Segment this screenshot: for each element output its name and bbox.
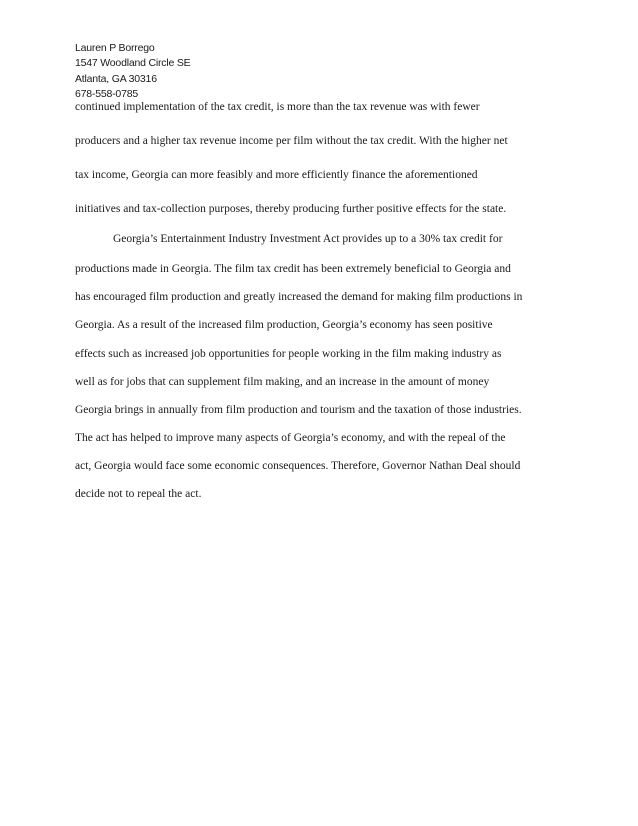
paragraph2-line: productions made in Georgia. The film tax credit has been extremely beneficial to Georgia and (75, 263, 511, 275)
paragraph2-line: Georgia brings in annually from film production and tourism and the taxation of those industries. (75, 404, 522, 416)
paragraph1-line: tax income, Georgia can more feasibly and more efficiently finance the aforementioned (75, 169, 478, 181)
paragraph2-line: act, Georgia would face some economic consequences. Therefore, Governor Nathan Deal should (75, 460, 521, 472)
paragraph2-line: The act has helped to improve many aspects of Georgia’s economy, and with the repeal of the (75, 432, 506, 444)
paragraph2-line: decide not to repeal the act. (75, 488, 202, 500)
paragraph1-line: producers and a higher tax revenue income per film without the tax credit. With the higher net (75, 135, 508, 147)
author-phone: 678-558-0785 (75, 87, 138, 100)
author-header (75, 41, 190, 102)
paragraph2-line: Georgia. As a result of the increased film production, Georgia’s economy has seen positive (75, 319, 493, 331)
author-name: Lauren P Borrego (75, 42, 155, 54)
author-city: Atlanta, GA 30316 (75, 72, 157, 85)
paragraph1-line: continued implementation of the tax credit, is more than the tax revenue was with fewer (75, 101, 480, 113)
paragraph2-line: Georgia’s Entertainment Industry Investment Act provides up to a 30% tax credit for (113, 233, 503, 245)
paragraph2-line: well as for jobs that can supplement film making, and an increase in the amount of money (75, 376, 490, 388)
paragraph1-line: initiatives and tax-collection purposes, thereby producing further positive effects for the state. (75, 203, 507, 215)
paragraph2-line: has encouraged film production and greatly increased the demand for making film productions in (75, 291, 523, 303)
author-street: 1547 Woodland Circle SE (75, 57, 191, 70)
paragraph2-line: effects such as increased job opportunities for people working in the film making industry as (75, 348, 502, 360)
